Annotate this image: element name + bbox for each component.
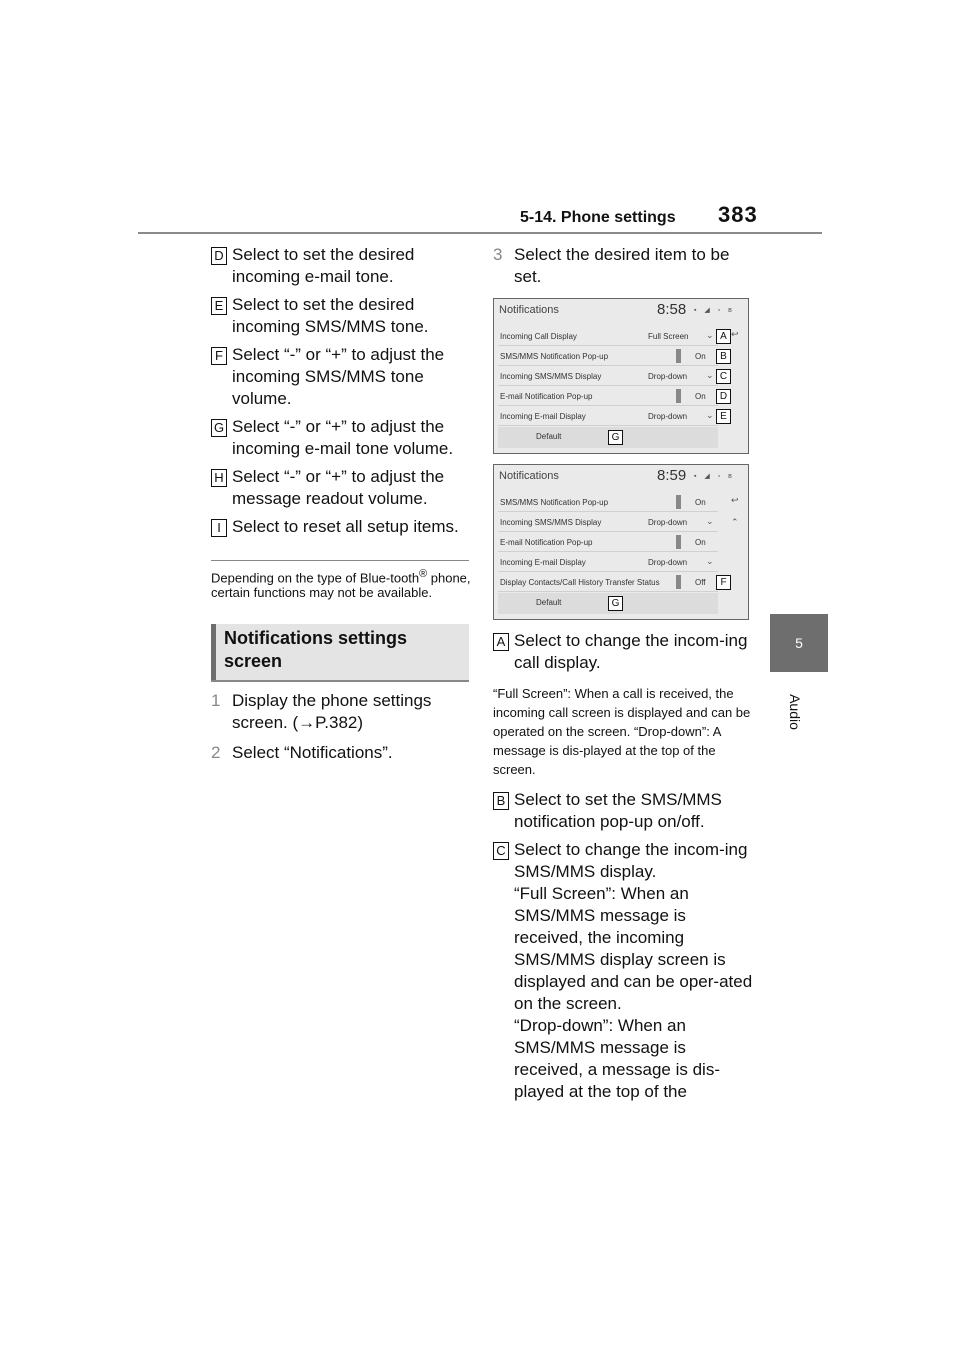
- toggle-indicator: [676, 535, 681, 549]
- callout-d-label: D: [211, 247, 227, 265]
- callout-a-description: A Select to change the incom-ing call display.: [493, 630, 753, 674]
- heading-rule: [211, 680, 469, 682]
- status-icons: ▪ ◢ ▫ ʙ: [694, 473, 735, 480]
- step-1: 1 Display the phone settings screen. (→P.382): [211, 691, 432, 733]
- default-button[interactable]: Default: [498, 427, 718, 448]
- status-icons: ▪ ◢ ▫ ʙ: [694, 307, 735, 314]
- setting-value: Drop-down: [648, 558, 688, 567]
- toggle-value: On: [695, 538, 706, 547]
- step-3: 3 Select the desired item to be set.: [493, 245, 730, 286]
- callout-a: A: [716, 329, 731, 344]
- screen-title: Notifications: [499, 304, 559, 316]
- toggle-value: Off: [695, 578, 706, 587]
- toggle-value: On: [695, 392, 706, 401]
- setting-row[interactable]: [498, 387, 718, 406]
- callout-b-label: B: [493, 792, 509, 810]
- toggle-value: On: [695, 352, 706, 361]
- notifications-screen-1: [493, 298, 749, 454]
- setting-row[interactable]: [498, 347, 718, 366]
- setting-value: Drop-down: [648, 372, 688, 381]
- callout-descriptions: [493, 630, 753, 1103]
- setting-row[interactable]: [498, 513, 718, 532]
- setting-row[interactable]: [498, 367, 718, 386]
- callout-g: G: [608, 430, 623, 445]
- setting-value: Drop-down: [648, 412, 688, 421]
- step-2: 2 Select “Notifications”.: [211, 743, 393, 763]
- left-item-list: [211, 244, 471, 538]
- callout-g-label: G: [211, 419, 227, 437]
- setting-value: Full Screen: [648, 332, 689, 341]
- setting-row[interactable]: [498, 553, 718, 572]
- callout-b-description: B Select to set the SMS/MMS notification pop-up on/off.: [493, 789, 753, 833]
- right-column: [493, 244, 753, 1109]
- item-g-description: G Select “-” or “+” to adjust the incoming e-mail tone volume.: [211, 416, 471, 460]
- callout-i-label: I: [211, 519, 227, 537]
- section-heading: Notifications settings screen: [211, 624, 469, 680]
- setting-label: SMS/MMS Notification Pop-up: [500, 352, 609, 361]
- section-title: 5-14. Phone settings: [520, 209, 676, 226]
- setting-row[interactable]: [498, 407, 718, 426]
- chapter-label: Audio: [787, 694, 803, 730]
- note-rule: [211, 560, 469, 561]
- callout-b: B: [716, 349, 731, 364]
- callout-d: D: [716, 389, 731, 404]
- callout-g: G: [608, 596, 623, 611]
- callout-c-label: C: [493, 842, 509, 860]
- chevron-down-icon: ⌄: [706, 330, 714, 340]
- page-number: 383: [718, 202, 758, 227]
- setting-row[interactable]: [498, 493, 718, 512]
- full-screen-note: “Full Screen”: When a call is received, the incoming call screen is displayed and can be operated on the screen. “Drop-down”: A message is dis-played at the top of the screen.: [493, 686, 751, 777]
- setting-row[interactable]: [498, 533, 718, 552]
- clock: 8:58: [657, 301, 687, 318]
- item-h-description: H Select “-” or “+” to adjust the message readout volume.: [211, 466, 471, 510]
- back-icon[interactable]: ↩: [731, 329, 739, 339]
- toggle-indicator: [676, 349, 681, 363]
- setting-label: E-mail Notification Pop-up: [500, 538, 593, 547]
- toggle-indicator: [676, 495, 681, 509]
- scroll-up-icon[interactable]: ⌃: [731, 517, 739, 527]
- callout-f: F: [716, 575, 731, 590]
- header-rule: [138, 232, 822, 234]
- toggle-value: On: [695, 498, 706, 507]
- callout-a-label: A: [493, 633, 509, 651]
- callout-e: E: [716, 409, 731, 424]
- item-i-description: I Select to reset all setup items.: [211, 516, 471, 538]
- setting-label: Incoming E-mail Display: [500, 558, 586, 567]
- chevron-down-icon: ⌄: [706, 516, 714, 526]
- chevron-down-icon: ⌄: [706, 370, 714, 380]
- item-e-description: E Select to set the desired incoming SMS/MMS tone.: [211, 294, 471, 338]
- chevron-down-icon: ⌄: [706, 410, 714, 420]
- setting-label: Incoming E-mail Display: [500, 412, 586, 421]
- chevron-down-icon: ⌄: [706, 556, 714, 566]
- back-icon[interactable]: ↩: [731, 495, 739, 505]
- callout-h-label: H: [211, 469, 227, 487]
- setting-label: Display Contacts/Call History Transfer Status: [500, 578, 660, 587]
- default-button[interactable]: Default: [498, 593, 718, 614]
- chapter-tab: 5: [770, 614, 828, 672]
- compatibility-note: Depending on the type of Blue-tooth® phone, certain functions may not be available.: [211, 568, 471, 601]
- setting-label: Incoming SMS/MMS Display: [500, 372, 602, 381]
- clock: 8:59: [657, 467, 687, 484]
- setting-row[interactable]: [498, 327, 718, 346]
- toggle-indicator: [676, 389, 681, 403]
- callout-e-label: E: [211, 297, 227, 315]
- notifications-screen-2: [493, 464, 749, 620]
- setting-label: Incoming SMS/MMS Display: [500, 518, 602, 527]
- setting-label: E-mail Notification Pop-up: [500, 392, 593, 401]
- callout-f-label: F: [211, 347, 227, 365]
- setting-value: Drop-down: [648, 518, 688, 527]
- callout-c: C: [716, 369, 731, 384]
- screen-title: Notifications: [499, 470, 559, 482]
- callout-c-description: C Select to change the incom-ing SMS/MMS display. “Full Screen”: When an SMS/MMS message is received, the incoming SMS/MMS display screen is displayed and can be oper-ated on the screen. “Drop-down”: When an SMS/MMS message is received, a message is dis-played at the top of the: [493, 839, 753, 1103]
- setting-label: Incoming Call Display: [500, 332, 577, 341]
- item-f-description: F Select “-” or “+” to adjust the incoming SMS/MMS tone volume.: [211, 344, 471, 410]
- setting-row[interactable]: [498, 573, 718, 592]
- left-column: [211, 244, 471, 764]
- toggle-indicator: [676, 575, 681, 589]
- item-d-description: D Select to set the desired incoming e-mail tone.: [211, 244, 471, 288]
- setting-label: SMS/MMS Notification Pop-up: [500, 498, 609, 507]
